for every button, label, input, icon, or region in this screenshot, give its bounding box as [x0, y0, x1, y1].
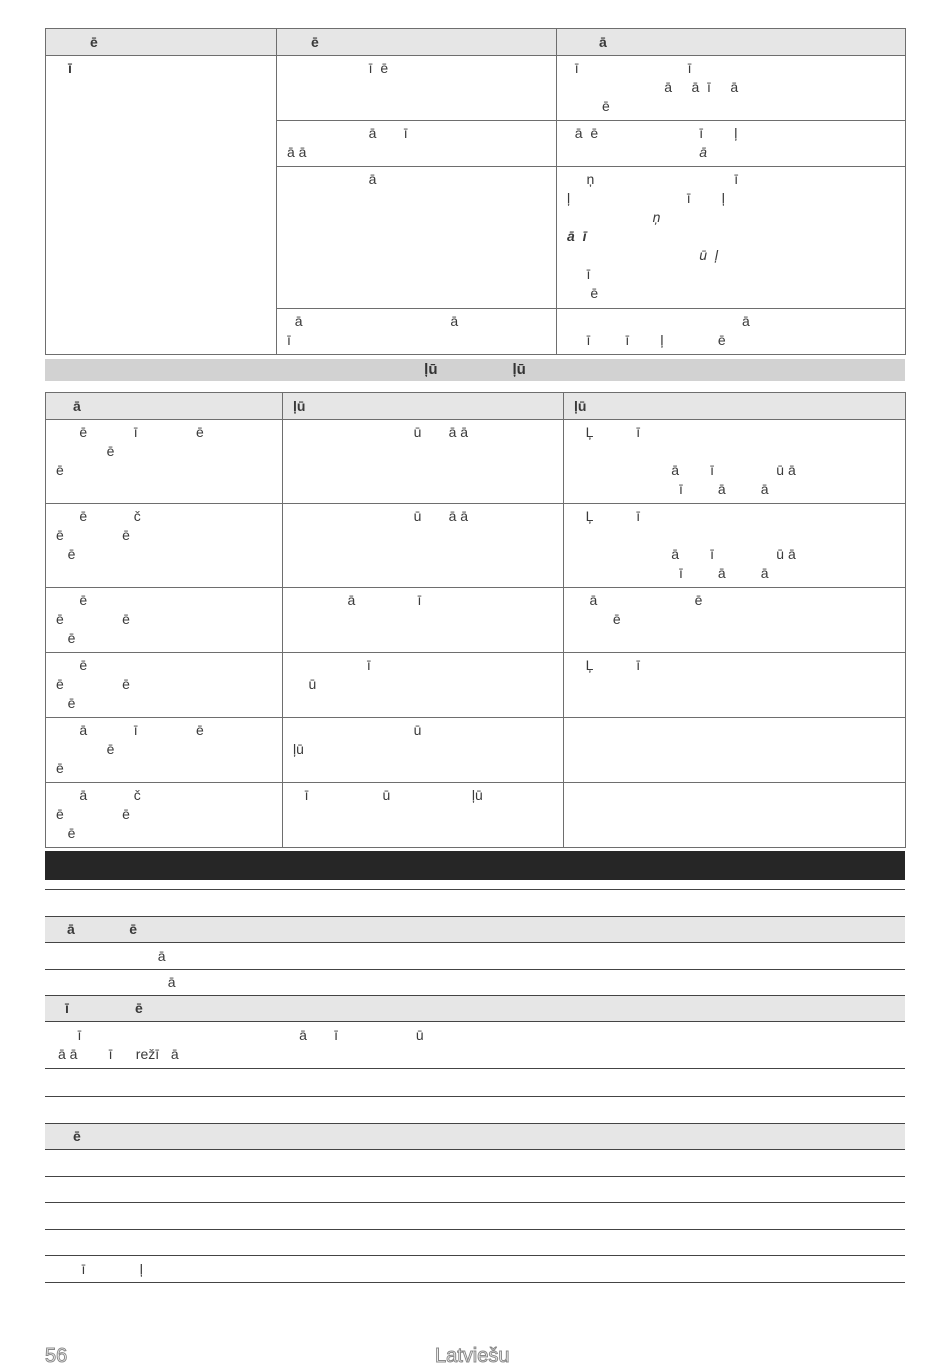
divider [45, 1282, 905, 1283]
specs-row-3-line-1: ī ā ī ū [58, 1027, 424, 1043]
specs-row-2: ā [55, 974, 176, 990]
divider [45, 1229, 905, 1230]
table2-row1-col2: ū ā ā [283, 420, 564, 504]
table2-row4-col1: ē ē ē ē [46, 653, 283, 718]
error-codes-table [45, 392, 906, 848]
table1-row2-cause: ā ī ā ā [277, 121, 557, 167]
specs-header-2: ī ē [45, 995, 905, 1022]
table2-row2-col2: ū ā ā [283, 504, 564, 588]
table1-header-cause: ē [277, 29, 557, 56]
page-language: Latviešu [435, 1345, 510, 1367]
table2-row5-col2: ū ļū [283, 718, 564, 783]
table1-row3-cause: ā [277, 167, 557, 309]
table2-row5-col1: ā ī ē ē ē [46, 718, 283, 783]
table2-header-2: ļū [283, 393, 564, 420]
table2-row6-col1: ā č ē ē ē [46, 783, 283, 848]
divider [45, 1096, 905, 1097]
specs-header-3: ē [45, 1123, 905, 1150]
troubleshooting-table [45, 28, 906, 355]
table1-row3-solution: ņ ī ļ ī ļ ņ ā ī ū ļ ī ē [557, 167, 906, 309]
table2-row1-col3: Ļ ī ā ī ū ā ī ā ā [564, 420, 906, 504]
table1-row4-cause: ā ā ī [277, 309, 557, 355]
table2-row2-col1: ē č ē ē ē [46, 504, 283, 588]
table2-row6-col3 [564, 783, 906, 848]
table1-row1-solution: ī ī ā ā ī ā ē [557, 56, 906, 121]
table2-row4-col3: Ļ ī [564, 653, 906, 718]
specs-row-1: ā [45, 948, 166, 964]
table2-row5-col3 [564, 718, 906, 783]
table2-row3-col2: ā ī [283, 588, 564, 653]
table1-left-cell: ī [46, 56, 277, 355]
table1-row2-solution: ā ē ī ļ ā [557, 121, 906, 167]
table2-header-3: ļū [564, 393, 906, 420]
specs-row-3-line-2: ā ā ī režī ā [58, 1046, 179, 1062]
table2-row1-col1: ē ī ē ē ē [46, 420, 283, 504]
table2-row4-col2: ī ū [283, 653, 564, 718]
table1-row4-solution: ā ī ī ļ ē [557, 309, 906, 355]
divider [45, 1176, 905, 1177]
table2-row3-col3: ā ē ē [564, 588, 906, 653]
divider [45, 889, 905, 890]
page-number: 56 [45, 1345, 68, 1367]
specs-last-row: ī ļ [62, 1261, 143, 1277]
divider [45, 1068, 905, 1069]
table2-row3-col1: ē ē ē ē [46, 588, 283, 653]
table2-row2-col3: Ļ ī ā ī ū ā ī ā ā [564, 504, 906, 588]
divider [45, 1255, 905, 1256]
table1-header-solution: ā [557, 29, 906, 56]
table1-header-problem: ē [46, 29, 277, 56]
specs-header-1: ā ē [45, 916, 905, 943]
table2-header-1: ā [46, 393, 283, 420]
table1-row1-cause: ī ē [277, 56, 557, 121]
divider [45, 969, 905, 970]
divider [45, 1202, 905, 1203]
section-band: ļū ļū [45, 359, 905, 381]
table2-row6-col2: ī ū ļū [283, 783, 564, 848]
specs-section-band [45, 851, 905, 880]
